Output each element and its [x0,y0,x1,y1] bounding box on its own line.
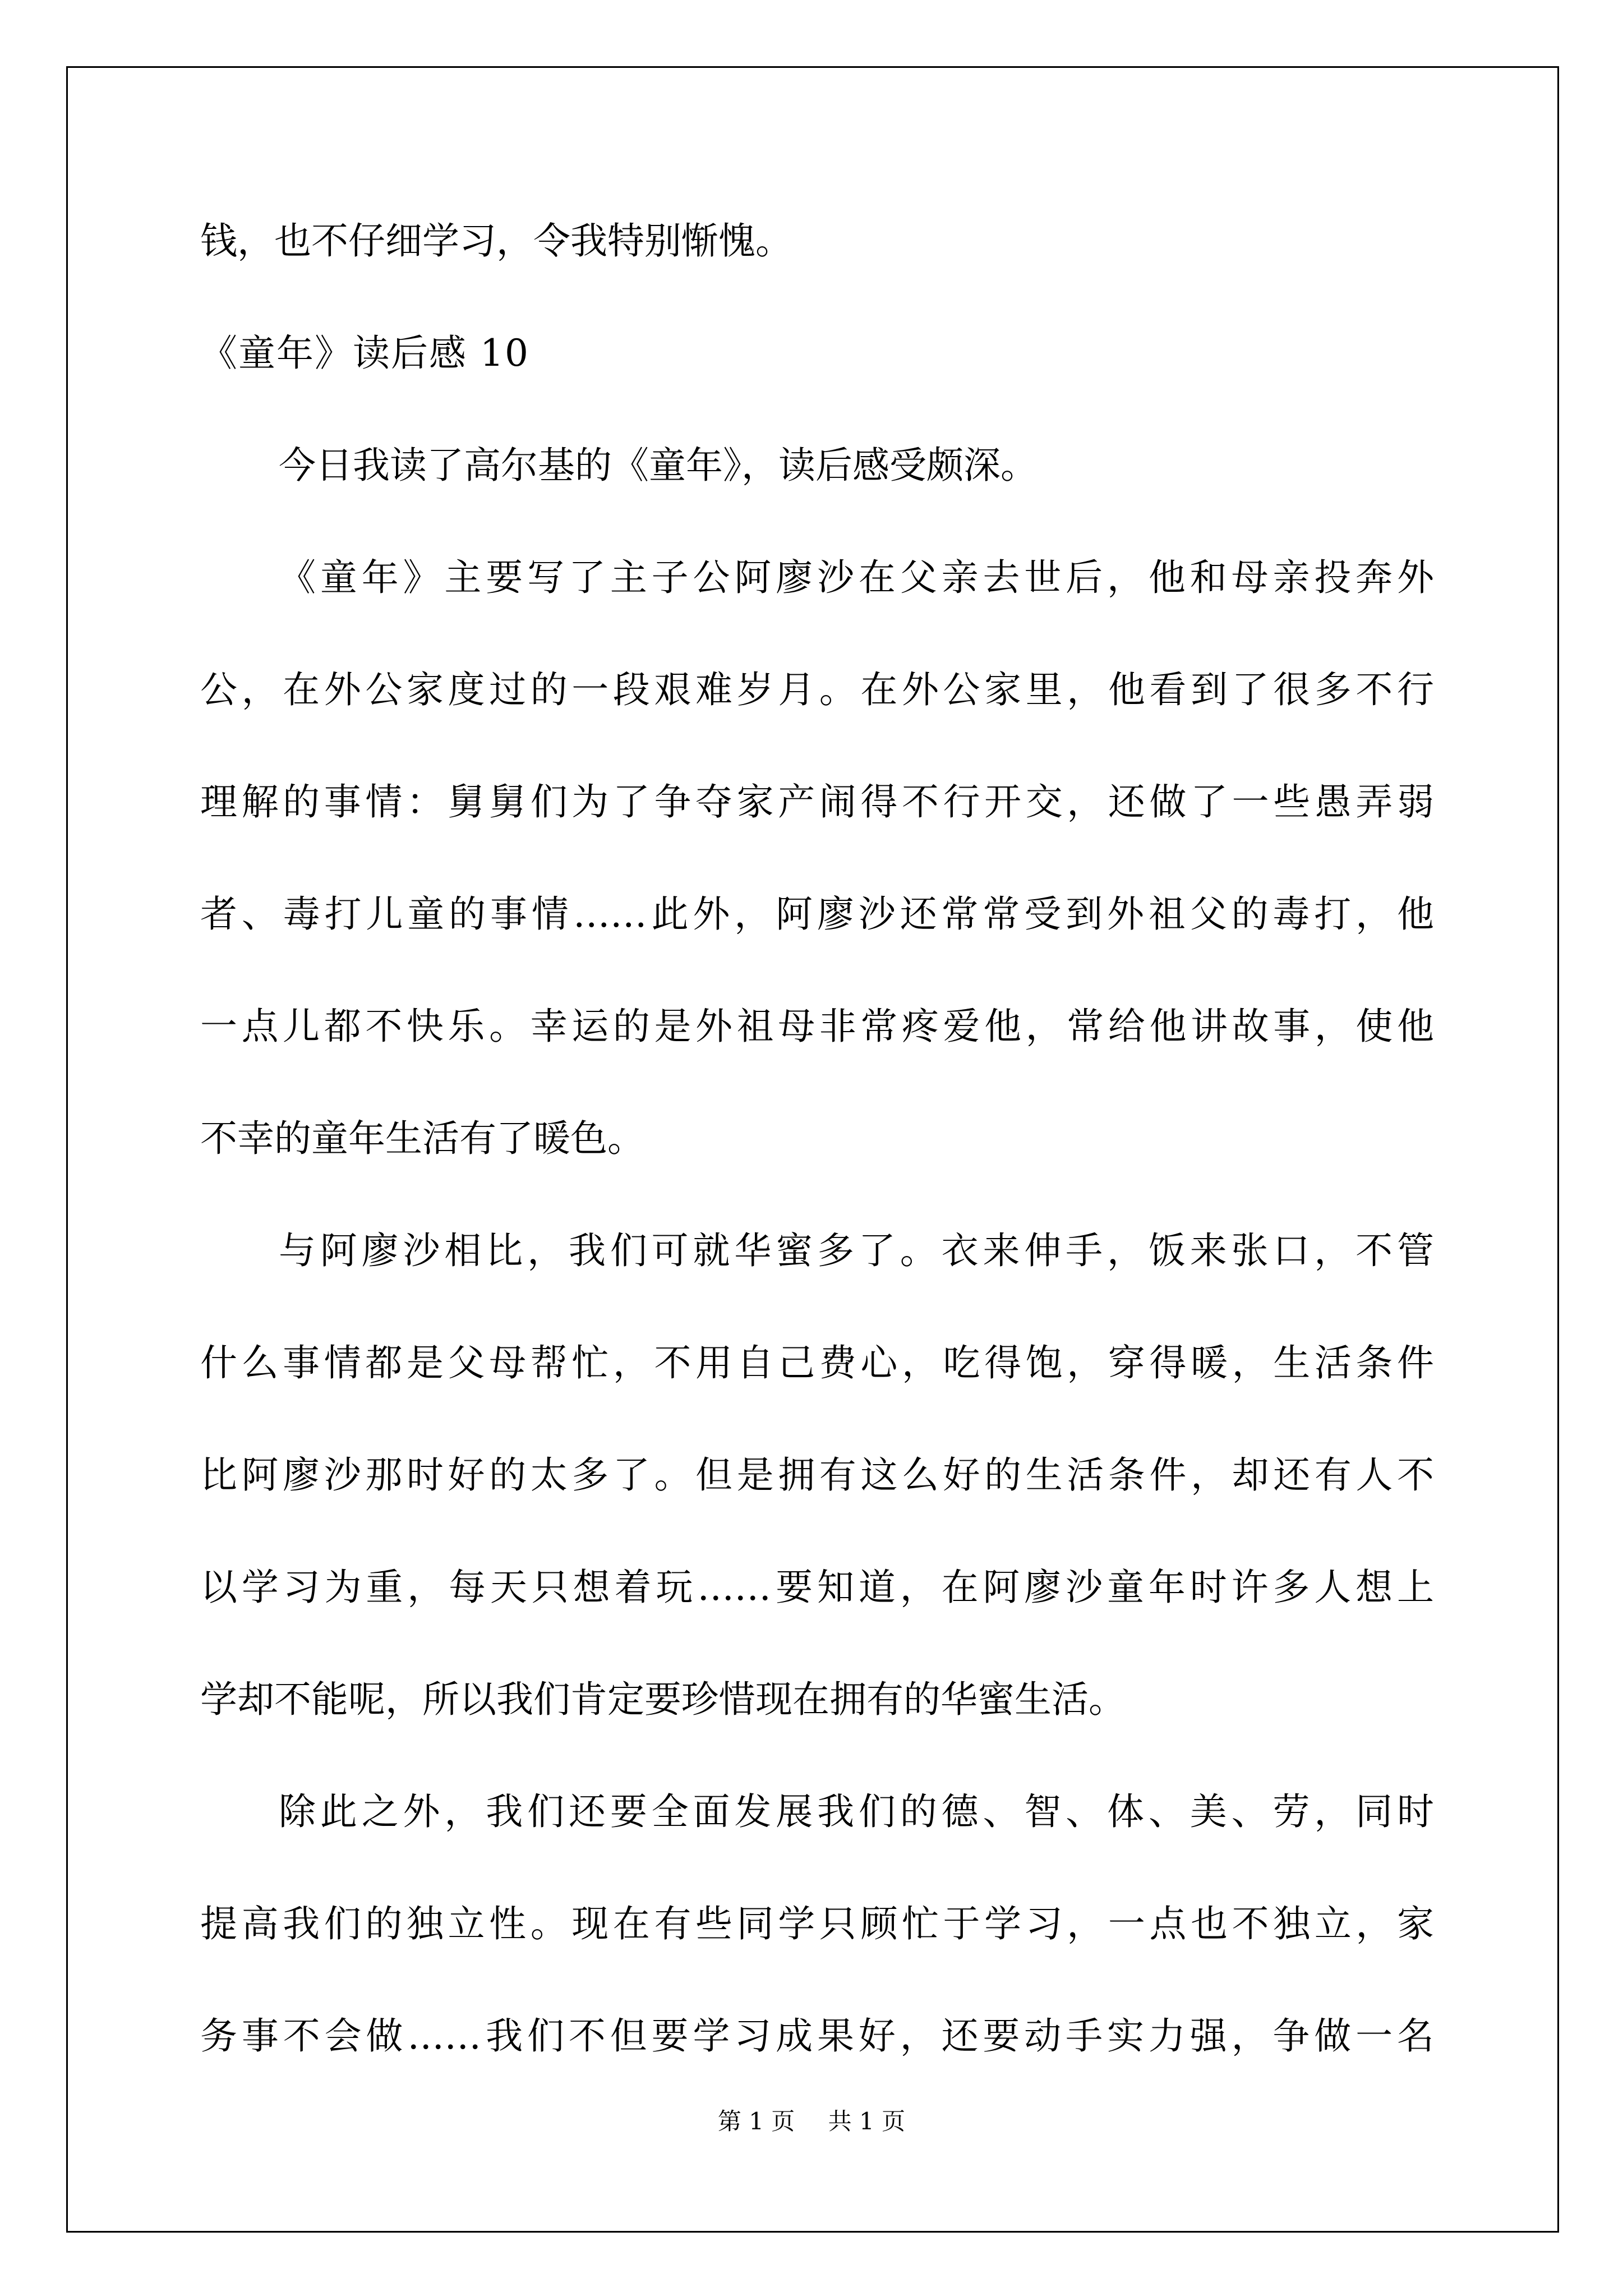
section-title: 《童年》读后感 10 [200,332,529,375]
paragraph-line: 比阿廖沙那时好的太多了。但是拥有这么好的生活条件，却还有人不 [200,1453,1434,1497]
page-total: 共 1 页 [828,2108,906,2135]
paragraph-line: 不幸的童年生活有了暖色。 [200,1117,644,1160]
paragraph-line: 者、毒打儿童的事情……此外，阿廖沙还常常受到外祖父的毒打，他 [200,892,1434,936]
paragraph-line: 今日我读了高尔基的《童年》，读后感受颇深。 [279,444,1038,487]
paragraph-line: 钱，也不仔细学习，令我特别惭愧。 [200,219,792,263]
paragraph-line: 公，在外公家度过的一段艰难岁月。在外公家里，他看到了很多不行 [200,668,1434,711]
paragraph-line: 《童年》主要写了主子公阿廖沙在父亲去世后，他和母亲投奔外 [279,556,1434,599]
paragraph-line: 以学习为重，每天只想着玩……要知道，在阿廖沙童年时许多人想上 [200,1566,1434,1609]
paragraph-line: 除此之外，我们还要全面发展我们的德、智、体、美、劳，同时 [279,1790,1434,1833]
paragraph-line: 一点儿都不快乐。幸运的是外祖母非常疼爱他，常给他讲故事，使他 [200,1005,1434,1048]
paragraph-line: 学却不能呢，所以我们肯定要珍惜现在拥有的华蜜生活。 [200,1678,1126,1721]
page-footer [0,2105,1623,2138]
paragraph-line: 与阿廖沙相比，我们可就华蜜多了。衣来伸手，饭来张口，不管 [279,1229,1434,1272]
page-number: 第 1 页 [717,2108,795,2135]
paragraph-line: 提高我们的独立性。现在有些同学只顾忙于学习，一点也不独立，家 [200,1902,1434,1945]
paragraph-line: 理解的事情：舅舅们为了争夺家产闹得不行开交，还做了一些愚弄弱 [200,780,1434,823]
paragraph-line: 务事不会做……我们不但要学习成果好，还要动手实力强，争做一名 [200,2014,1434,2058]
paragraph-line: 什么事情都是父母帮忙，不用自己费心，吃得饱，穿得暖，生活条件 [200,1341,1434,1384]
document-body [200,185,1434,2092]
